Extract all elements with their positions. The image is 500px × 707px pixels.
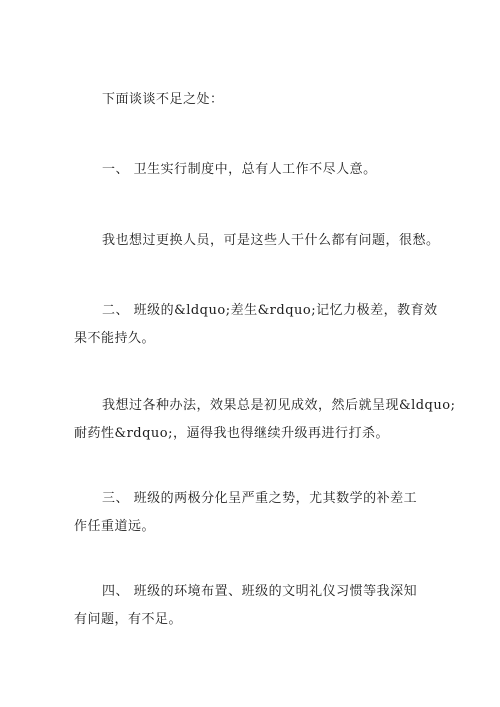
paragraph-line: 三、 班级的两极分化呈严重之势，尤其数学的补差工 <box>102 491 418 506</box>
paragraph-line: 四、 班级的环境布置、班级的文明礼仪习惯等我深知 <box>102 584 418 599</box>
paragraph-item-1 <box>74 156 430 184</box>
paragraph-line: 有问题，有不足。 <box>74 612 183 627</box>
paragraph-line: 我也想过更换人员，可是这些人干什么都有问题，很愁。 <box>102 233 440 248</box>
paragraph-line: 耐药性&rdquo;，逼得我也得继续升级再进行打杀。 <box>74 426 390 441</box>
paragraph-line: 我想过各种办法，效果总是初见成效，然后就呈现&ldquo; <box>102 398 456 413</box>
paragraph-item-5 <box>74 485 430 541</box>
paragraph-item-2 <box>74 227 440 255</box>
intro-paragraph <box>74 86 430 114</box>
paragraph-line: 果不能持久。 <box>74 331 156 346</box>
paragraph-line: 作任重道远。 <box>74 519 156 534</box>
intro-text: 下面谈谈不足之处： <box>102 92 224 107</box>
paragraph-item-6 <box>74 578 430 634</box>
paragraph-item-4 <box>74 392 456 448</box>
paragraph-item-3 <box>74 297 438 353</box>
paragraph-line: 一、 卫生实行制度中，总有人工作不尽人意。 <box>102 162 377 177</box>
paragraph-line: 二、 班级的&ldquo;差生&rdquo;记忆力极差，教育效 <box>102 303 438 318</box>
